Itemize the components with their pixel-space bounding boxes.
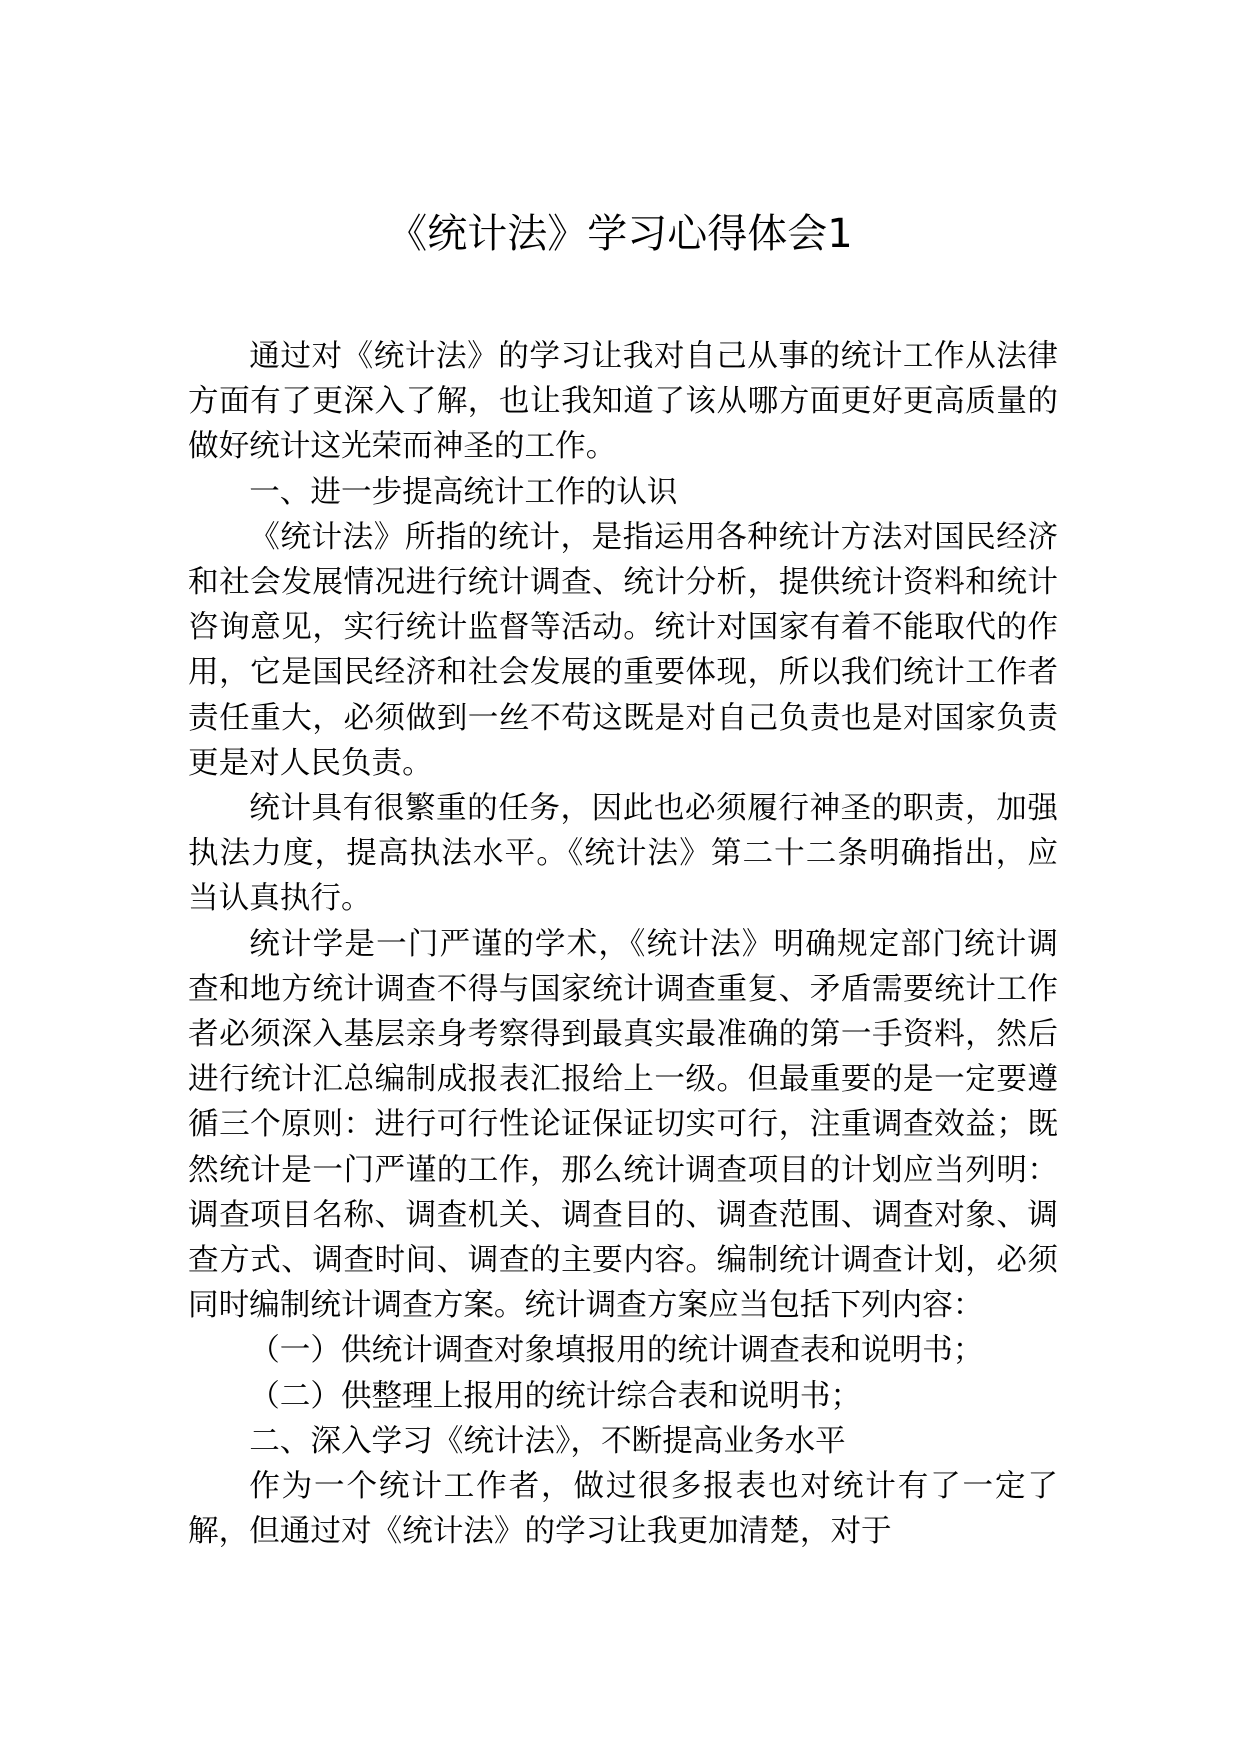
paragraph-duties: 统计具有很繁重的任务，因此也必须履行神圣的职责，加强执法力度，提高执法水平。《统计法》第二十二条明确指出，应当认真执行。 — [188, 791, 1058, 917]
section-heading-1: 一、进一步提高统计工作的认识 — [249, 474, 678, 510]
list-item-1: （一）供统计调查对象填报用的统计调查表和说明书； — [249, 1333, 984, 1369]
document-title: 《统计法》学习心得体会1 — [387, 211, 853, 257]
list-item-2: （二）供整理上报用的统计综合表和说明书； — [249, 1378, 862, 1414]
document-body — [188, 334, 1058, 1554]
paragraph-principles: 统计学是一门严谨的学术，《统计法》明确规定部门统计调查和地方统计调查不得与国家统计调查重复、矛盾需要统计工作者必须深入基层亲身考察得到最真实最准确的第一手资料，然后进行统计汇总编制成报表汇报给上一级。但最重要的是一定要遵循三个原则：进行可行性论证保证切实可行，注重调查效益；既然统计是一门严谨的工作，那么统计调查项目的计划应当列明：调查项目名称、调查机关、调查目的、调查范围、调查对象、调查方式、调查时间、调查的主要内容。编制统计调查计划，必须同时编制统计调查方案。统计调查方案应当包括下列内容： — [188, 926, 1058, 1324]
paragraph-definition: 《统计法》所指的统计，是指运用各种统计方法对国民经济和社会发展情况进行统计调查、统计分析，提供统计资料和统计咨询意见，实行统计监督等活动。统计对国家有着不能取代的作用，它是国民经济和社会发展的重要体现，所以我们统计工作者责任重大，必须做到一丝不苟这既是对自己负责也是对国家负责更是对人民负责。 — [188, 519, 1058, 781]
section-heading-2: 二、深入学习《统计法》，不断提高业务水平 — [249, 1423, 846, 1459]
paragraph-conclusion: 作为一个统计工作者，做过很多报表也对统计有了一定了解，但通过对《统计法》的学习让我更加清楚，对于 — [188, 1469, 1058, 1550]
paragraph-intro: 通过对《统计法》的学习让我对自己从事的统计工作从法律方面有了更深入了解，也让我知道了该从哪方面更好更高质量的做好统计这光荣而神圣的工作。 — [188, 339, 1058, 465]
